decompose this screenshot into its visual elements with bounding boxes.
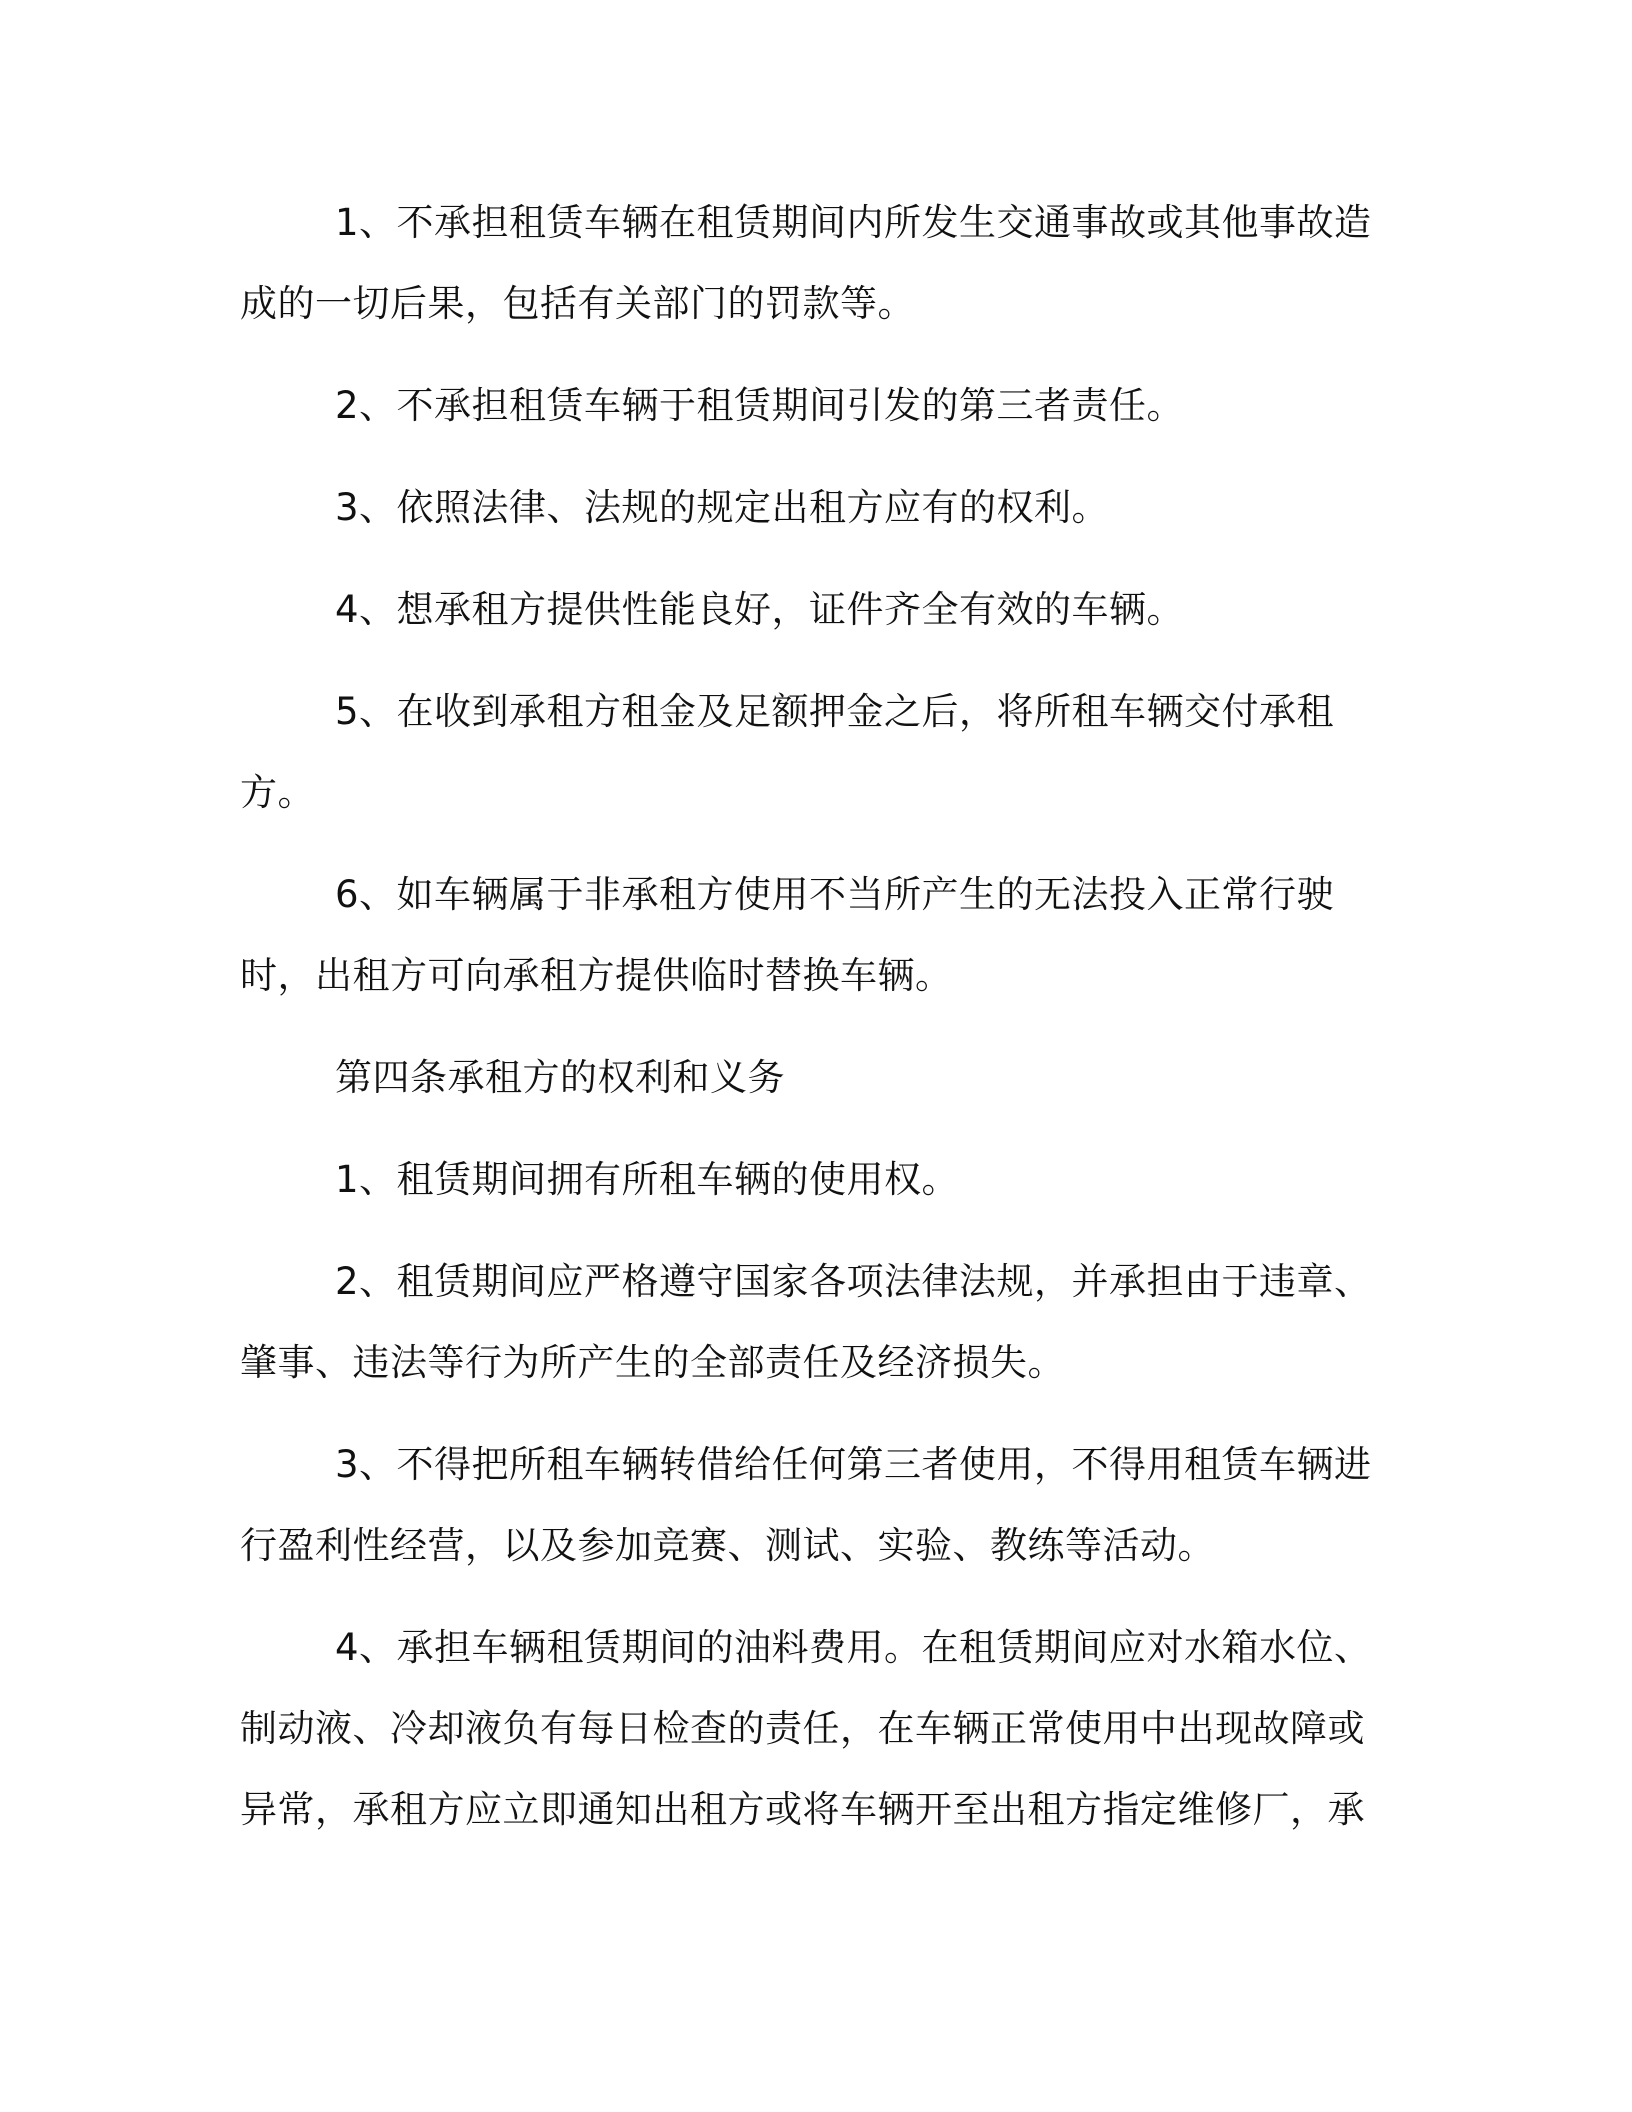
lessor-obligation-3: 3、依照法律、法规的规定出租方应有的权利。 <box>335 486 1110 529</box>
document-body <box>240 182 1400 1871</box>
lessee-right-2: 2、租赁期间应严格遵守国家各项法律法规，并承担由于违章、肇事、违法等行为所产生的全部责任及经济损失。 <box>240 1260 1372 1384</box>
lessor-obligation-6: 6、如车辆属于非承租方使用不当所产生的无法投入正常行驶时，出租方可向承租方提供临时替换车辆。 <box>240 873 1335 997</box>
lessor-obligation-1: 1、不承担租赁车辆在租赁期间内所发生交通事故或其他事故造成的一切后果，包括有关部门的罚款等。 <box>240 201 1372 325</box>
lessor-obligation-2: 2、不承担租赁车辆于租赁期间引发的第三者责任。 <box>335 384 1185 427</box>
lessee-right-3: 3、不得把所租车辆转借给任何第三者使用，不得用租赁车辆进行盈利性经营，以及参加竞赛、测试、实验、教练等活动。 <box>240 1443 1372 1567</box>
lessor-obligation-5: 5、在收到承租方租金及足额押金之后，将所租车辆交付承租方。 <box>240 690 1335 814</box>
article-four-heading: 第四条承租方的权利和义务 <box>335 1056 785 1099</box>
lessor-obligation-4: 4、想承租方提供性能良好，证件齐全有效的车辆。 <box>335 588 1185 631</box>
lessee-right-4: 4、承担车辆租赁期间的油料费用。在租赁期间应对水箱水位、制动液、冷却液负有每日检查的责任，在车辆正常使用中出现故障或异常，承租方应立即通知出租方或将车辆开至出租方指定维修厂，承 <box>240 1626 1372 1831</box>
lessee-right-1: 1、租赁期间拥有所租车辆的使用权。 <box>335 1158 960 1201</box>
